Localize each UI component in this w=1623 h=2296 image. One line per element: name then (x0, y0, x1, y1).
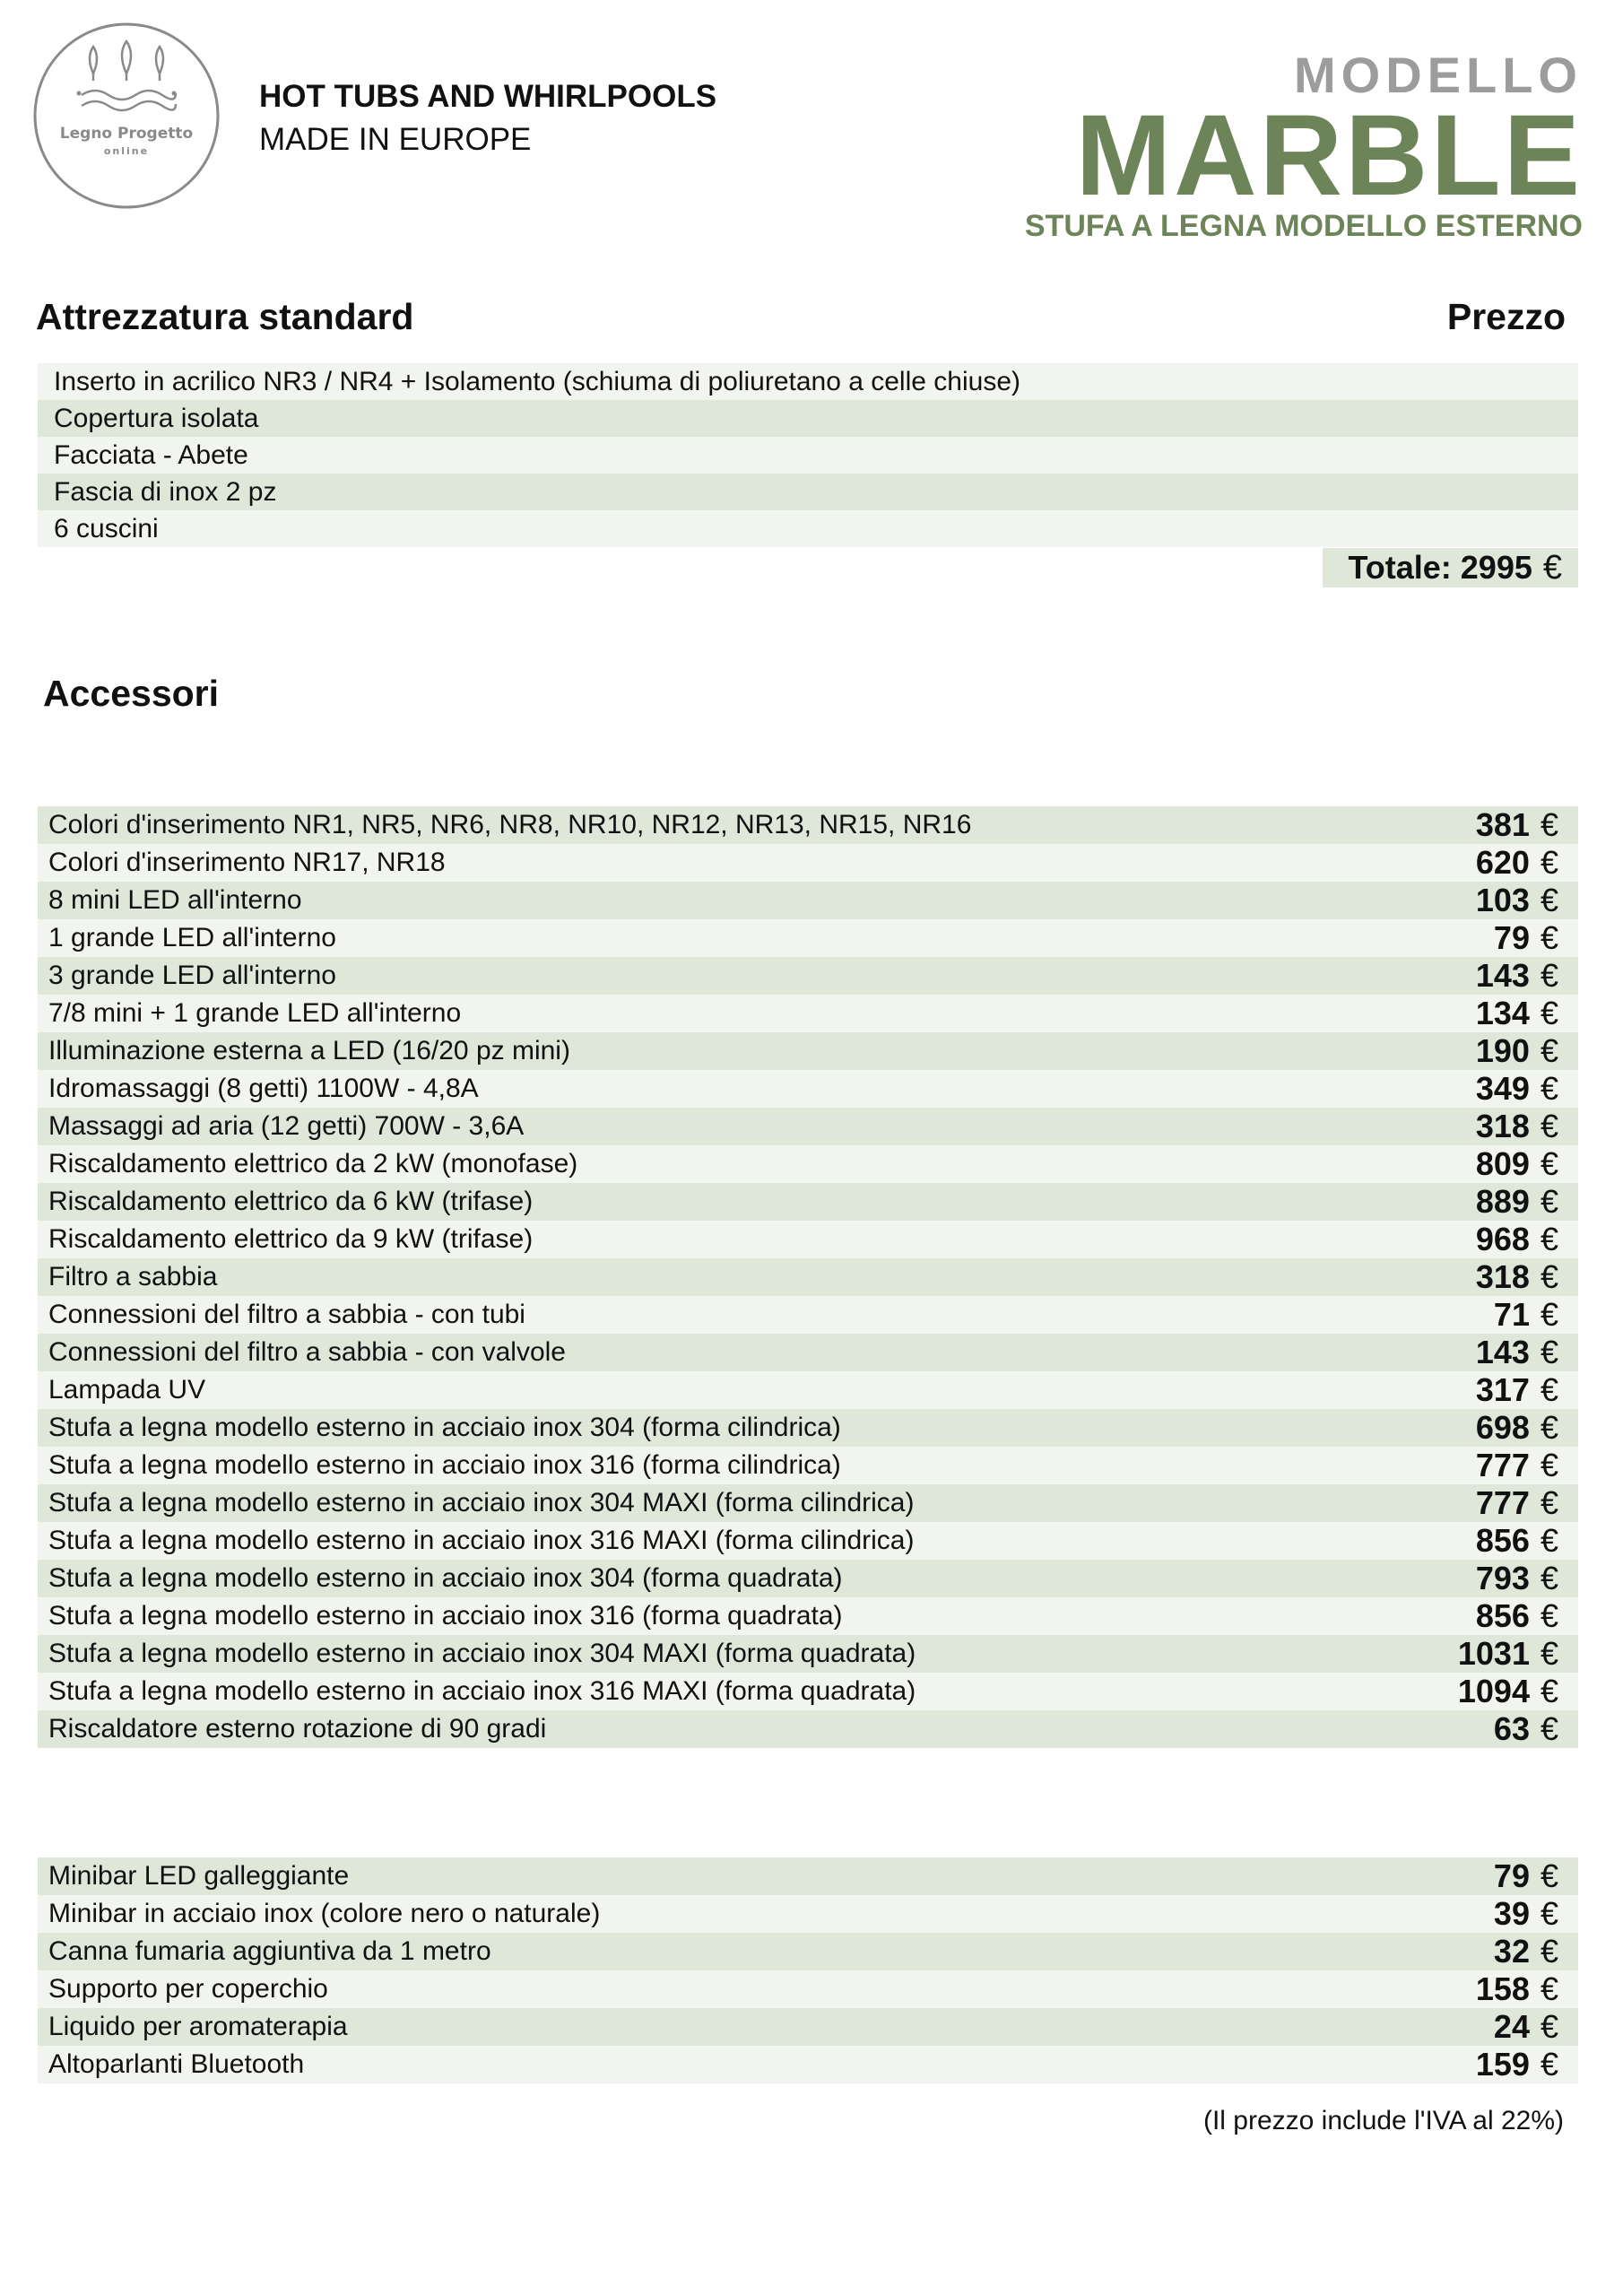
accessory-price (1458, 1635, 1558, 1673)
price-value: 32 (1493, 1933, 1530, 1970)
price-value: 71 (1493, 1296, 1530, 1333)
accessory-price (1476, 1258, 1558, 1296)
accessory-label: Massaggi ad aria (12 getti) 700W - 3,6A (48, 1111, 525, 1141)
table-row (38, 2046, 1578, 2083)
accessory-label: Riscaldatore esterno rotazione di 90 gradi (48, 1714, 547, 1744)
euro-symbol: € (1540, 1895, 1558, 1932)
accessory-label: Colori d'inserimento NR17, NR18 (48, 848, 446, 877)
standard-section-title: Attrezzatura standard (36, 296, 414, 337)
accessory-price (1476, 1183, 1558, 1221)
accessory-label: 7/8 mini + 1 grande LED all'interno (48, 998, 462, 1028)
list-item: Facciata - Abete (38, 437, 1578, 474)
price-value: 349 (1475, 1070, 1530, 1107)
price-value: 381 (1475, 806, 1530, 843)
table-row (38, 1409, 1578, 1447)
euro-symbol: € (1540, 1560, 1558, 1596)
price-value: 968 (1475, 1221, 1530, 1257)
price-value: 698 (1475, 1409, 1530, 1446)
accessory-label: Lampada UV (48, 1375, 206, 1405)
price-value: 318 (1475, 1258, 1530, 1295)
model-name: MARBLE (1075, 91, 1583, 220)
accessory-label: Colori d'inserimento NR1, NR5, NR6, NR8, NR10, NR12, NR13, NR15, NR16 (48, 810, 972, 839)
total-label: Totale: 2995 (1348, 549, 1532, 586)
accessory-price (1476, 1032, 1558, 1070)
accessory-price (1476, 1145, 1558, 1183)
euro-symbol: € (1540, 1145, 1558, 1182)
euro-symbol: € (1540, 1522, 1558, 1559)
vat-footnote: (Il prezzo include l'IVA al 22%) (1202, 2106, 1564, 2135)
model-subtitle: STUFA A LEGNA MODELLO ESTERNO (1024, 209, 1583, 243)
accessory-price (1494, 1895, 1558, 1933)
accessory-label: Connessioni del filtro a sabbia - con valvole (48, 1337, 566, 1367)
table-row (38, 995, 1578, 1032)
accessory-label: Illuminazione esterna a LED (16/20 pz mini) (48, 1036, 570, 1065)
euro-symbol: € (1540, 806, 1558, 843)
table-row (38, 1108, 1578, 1145)
table-row (38, 1673, 1578, 1710)
euro-symbol: € (1540, 1334, 1558, 1370)
euro-symbol: € (1540, 1970, 1558, 2007)
table-row (38, 1145, 1578, 1183)
accessory-price (1494, 1933, 1558, 1970)
accessory-price (1476, 957, 1558, 995)
accessory-price (1476, 1597, 1558, 1635)
accessory-price (1476, 806, 1558, 844)
total-price (1323, 548, 1578, 587)
price-value: 856 (1475, 1597, 1530, 1634)
table-row (38, 1183, 1578, 1221)
table-row (38, 1857, 1578, 1895)
euro-symbol: € (1540, 2008, 1558, 2045)
price-value: 777 (1475, 1447, 1530, 1483)
accessory-price (1494, 1857, 1558, 1895)
accessory-label: Connessioni del filtro a sabbia - con tubi (48, 1300, 525, 1329)
page-header (0, 0, 1623, 243)
accessory-label: Stufa a legna modello esterno in acciaio inox 316 (forma quadrata) (48, 1601, 843, 1631)
price-value: 1031 (1457, 1635, 1530, 1672)
accessory-label: Minibar in acciaio inox (colore nero o naturale) (48, 1899, 601, 1928)
model-branding (865, 47, 1583, 244)
euro-symbol: € (1540, 882, 1558, 918)
price-value: 24 (1493, 2008, 1530, 2045)
price-value: 889 (1475, 1183, 1530, 1220)
euro-symbol: € (1540, 1296, 1558, 1333)
price-value: 63 (1493, 1710, 1530, 1747)
price-value: 620 (1475, 844, 1530, 881)
accessory-label: Stufa a legna modello esterno in acciaio inox 316 (forma cilindrica) (48, 1450, 841, 1480)
table-row (38, 1597, 1578, 1635)
accessory-label: 1 grande LED all'interno (48, 923, 336, 952)
price-value: 159 (1475, 2046, 1530, 2083)
accessory-label: Altoparlanti Bluetooth (48, 2049, 305, 2079)
table-row (38, 919, 1578, 957)
price-value: 158 (1475, 1970, 1530, 2007)
accessory-price (1458, 1673, 1558, 1710)
accessory-label: Stufa a legna modello esterno in acciaio inox 304 MAXI (forma quadrata) (48, 1639, 916, 1668)
accessory-label: Supporto per coperchio (48, 1974, 328, 2004)
standard-equipment-list (38, 363, 1578, 547)
euro-symbol: € (1540, 919, 1558, 956)
price-value: 103 (1475, 882, 1530, 918)
accessory-label: Filtro a sabbia (48, 1262, 218, 1292)
logo-emblem (32, 22, 221, 210)
price-value: 317 (1475, 1371, 1530, 1408)
euro-symbol: € (1540, 1857, 1558, 1894)
euro-symbol: € (1540, 995, 1558, 1031)
accessory-price (1476, 844, 1558, 882)
table-row (38, 1447, 1578, 1484)
table-row (38, 1933, 1578, 1970)
accessory-price (1476, 1070, 1558, 1108)
accessory-label: 3 grande LED all'interno (48, 961, 336, 990)
table-row (38, 1070, 1578, 1108)
euro-symbol: € (1540, 2046, 1558, 2083)
price-value: 134 (1475, 995, 1530, 1031)
euro-symbol: € (1540, 1032, 1558, 1069)
table-row (38, 1484, 1578, 1522)
accessory-label: Minibar LED galleggiante (48, 1861, 350, 1891)
euro-symbol: € (1540, 1933, 1558, 1970)
table-row (38, 806, 1578, 844)
euro-symbol: € (1540, 1597, 1558, 1634)
price-value: 79 (1493, 1857, 1530, 1894)
accessory-price (1476, 1522, 1558, 1560)
table-row (38, 1296, 1578, 1334)
euro-symbol: € (1540, 1409, 1558, 1446)
accessory-price (1476, 1484, 1558, 1522)
accessory-label: Riscaldamento elettrico da 6 kW (trifase) (48, 1187, 534, 1216)
accessories-section-title: Accessori (43, 673, 220, 714)
accessory-label: Liquido per aromaterapia (48, 2012, 348, 2041)
svg-text:online: online (103, 145, 150, 157)
accessory-price (1476, 995, 1558, 1032)
euro-symbol: € (1540, 1371, 1558, 1408)
accessory-price (1476, 1560, 1558, 1597)
table-row (38, 957, 1578, 995)
model-label: MODELLO (1294, 47, 1583, 103)
table-row (38, 844, 1578, 882)
euro-symbol: € (1540, 844, 1558, 881)
table-row (38, 1334, 1578, 1371)
euro-symbol: € (1540, 1183, 1558, 1220)
table-row (38, 1371, 1578, 1409)
accessory-price (1476, 1221, 1558, 1258)
tagline-line1: HOT TUBS AND WHIRLPOOLS (259, 79, 717, 114)
table-row (38, 882, 1578, 919)
table-row (38, 2008, 1578, 2046)
accessory-label: Canna fumaria aggiuntiva da 1 metro (48, 1936, 491, 1966)
euro-symbol: € (1540, 1635, 1558, 1672)
accessory-label: Stufa a legna modello esterno in acciaio inox 304 (forma cilindrica) (48, 1413, 841, 1442)
svg-text:Legno Progetto: Legno Progetto (59, 125, 194, 143)
accessory-price (1476, 1108, 1558, 1145)
table-row (38, 1221, 1578, 1258)
list-item: Inserto in acrilico NR3 / NR4 + Isolamento (schiuma di poliuretano a celle chiuse) (38, 363, 1578, 400)
accessory-label: Stufa a legna modello esterno in acciaio inox 304 (forma quadrata) (48, 1563, 843, 1593)
table-row (38, 1635, 1578, 1673)
tagline (259, 75, 716, 161)
euro-symbol: € (1540, 1221, 1558, 1257)
price-value: 79 (1493, 919, 1530, 956)
accessory-label: Stufa a legna modello esterno in acciaio inox 316 MAXI (forma quadrata) (48, 1676, 916, 1706)
accessory-price (1476, 1970, 1558, 2008)
list-item: Copertura isolata (38, 400, 1578, 437)
euro-symbol: € (1540, 1258, 1558, 1295)
tagline-line2: MADE IN EUROPE (259, 122, 532, 157)
price-value: 190 (1475, 1032, 1530, 1069)
price-column-header: Prezzo (1446, 296, 1566, 337)
euro-symbol: € (1540, 957, 1558, 994)
table-row (38, 1895, 1578, 1933)
price-value: 856 (1475, 1522, 1530, 1559)
accessory-price (1476, 1334, 1558, 1371)
euro-symbol: € (1540, 1484, 1558, 1521)
euro-symbol: € (1540, 1070, 1558, 1107)
price-value: 793 (1475, 1560, 1530, 1596)
accessory-label: Stufa a legna modello esterno in acciaio inox 304 MAXI (forma cilindrica) (48, 1488, 915, 1518)
accessory-price (1476, 1371, 1558, 1409)
table-row (38, 1710, 1578, 1748)
price-value: 777 (1475, 1484, 1530, 1521)
accessory-price (1494, 1296, 1558, 1334)
list-item: Fascia di inox 2 pz (38, 474, 1578, 510)
company-logo (32, 22, 221, 210)
accessory-price (1476, 2046, 1558, 2083)
accessories-list-extras (38, 1857, 1578, 2083)
accessory-price (1476, 1447, 1558, 1484)
accessory-price (1494, 2008, 1558, 2046)
table-row (38, 1970, 1578, 2008)
table-row (38, 1560, 1578, 1597)
table-row (38, 1522, 1578, 1560)
accessories-list-main (38, 806, 1578, 1748)
accessory-price (1476, 882, 1558, 919)
price-value: 1094 (1457, 1673, 1530, 1709)
price-value: 143 (1475, 957, 1530, 994)
accessory-price (1494, 1710, 1558, 1748)
price-value: 809 (1475, 1145, 1530, 1182)
accessory-label: 8 mini LED all'interno (48, 885, 302, 915)
accessory-label: Idromassaggi (8 getti) 1100W - 4,8A (48, 1074, 479, 1103)
euro-symbol: € (1540, 1673, 1558, 1709)
euro-symbol: € (1540, 1108, 1558, 1144)
accessory-price (1494, 919, 1558, 957)
price-value: 39 (1493, 1895, 1530, 1932)
accessory-label: Riscaldamento elettrico da 9 kW (trifase) (48, 1224, 534, 1254)
price-value: 318 (1475, 1108, 1530, 1144)
accessory-price (1476, 1409, 1558, 1447)
accessory-label: Riscaldamento elettrico da 2 kW (monofase) (48, 1149, 578, 1178)
euro-symbol: € (1540, 1710, 1558, 1747)
table-row (38, 1258, 1578, 1296)
table-row (38, 1032, 1578, 1070)
list-item: 6 cuscini (38, 510, 1578, 547)
euro-symbol: € (1542, 549, 1562, 587)
euro-symbol: € (1540, 1447, 1558, 1483)
price-value: 143 (1475, 1334, 1530, 1370)
accessory-label: Stufa a legna modello esterno in acciaio inox 316 MAXI (forma cilindrica) (48, 1526, 915, 1555)
